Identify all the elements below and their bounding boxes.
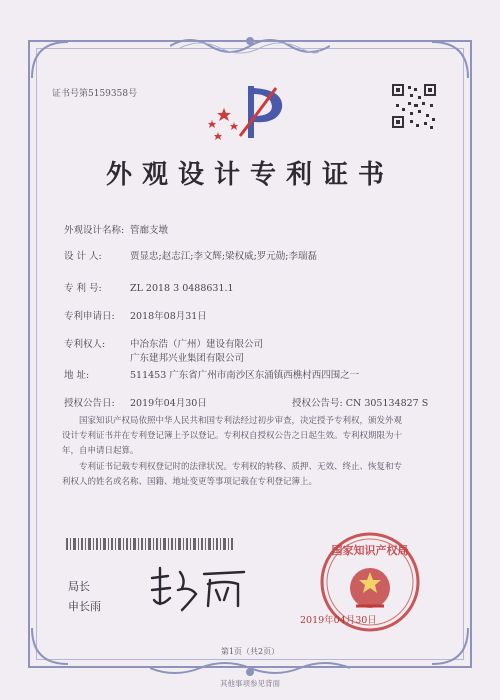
qr-code-icon [390, 82, 438, 130]
body-line: 设计专利证书并在专利登记簿上予以登记。专利权自授权公告之日起生效。专利权期限为十 [62, 431, 403, 441]
field-label: 专利申请日: [64, 311, 115, 322]
field-label: 授权公告日: [64, 398, 115, 409]
announcement-number-text: 授权公告号: CN 305134827 S [292, 398, 429, 409]
field-label: 专 利 号: [64, 283, 102, 294]
signatory-name: 申长雨 [68, 600, 101, 613]
field-value: 511453 广东省广州市南沙区东涌镇西樵村西四围之一 [130, 370, 360, 381]
body-line: 专利证书记载专利权登记时的法律状况。专利权的转移、质押、无效、终止、恢复和专 [79, 462, 403, 472]
body-paragraph-1 [62, 414, 442, 459]
corner-ornament-tr [430, 40, 470, 80]
bottom-ornament [150, 660, 350, 680]
barcode-icon [66, 538, 236, 550]
field-patent-number [64, 280, 234, 294]
field-value: 贾显忠;赵志江;李文辉;梁权威;罗元勋;李瑞磊 [130, 251, 318, 262]
field-value: 2018年08月31日 [130, 311, 207, 322]
field-grant-date [64, 395, 207, 409]
document-title: 外观设计专利证书 [105, 160, 394, 190]
field-label: 地 址: [64, 370, 90, 381]
cnipa-logo-icon [204, 80, 294, 142]
field-address [64, 367, 359, 381]
field-label: 专利权人: [64, 339, 106, 350]
certificate-number: 证书号第5159358号 [52, 89, 138, 99]
top-ornament [170, 32, 330, 54]
body-paragraph-2 [62, 460, 442, 490]
field-label: 外观设计名称: [64, 225, 125, 236]
page-number: 第1页（共2页） [220, 647, 280, 656]
corner-ornament-tl [30, 40, 70, 80]
field-patentee [64, 336, 263, 350]
announcement-number [292, 395, 428, 409]
field-patentee-2 [64, 350, 244, 364]
field-value: 中冶东浩（广州）建设有限公司 [130, 339, 264, 350]
handwritten-signature [146, 560, 256, 616]
body-line: 利权人的姓名或名称、国籍、地址变更等事项记载在专利登记簿上。 [62, 477, 318, 487]
body-line: 国家知识产权局依照中华人民共和国专利法经过初步审查，决定授予专利权，颁发外观 [79, 416, 403, 426]
footer-note: 其他事项参见背面 [220, 679, 280, 688]
seal-date: 2019年04月30日 [300, 615, 377, 626]
field-value: ZL 2018 3 0488631.1 [130, 283, 234, 294]
field-label: 设 计 人: [64, 251, 102, 262]
field-designers [64, 248, 317, 262]
seal-text: 国家知识产权局 [331, 544, 409, 557]
field-design-name [64, 222, 168, 236]
field-value: 管廊支墩 [130, 225, 169, 236]
field-value: 广东建邦兴业集团有限公司 [130, 353, 245, 364]
field-filing-date [64, 308, 207, 322]
signatory-title: 局长 [68, 580, 90, 593]
field-value: 2019年04月30日 [130, 398, 207, 409]
body-line: 年，自申请日起算。 [62, 446, 139, 456]
